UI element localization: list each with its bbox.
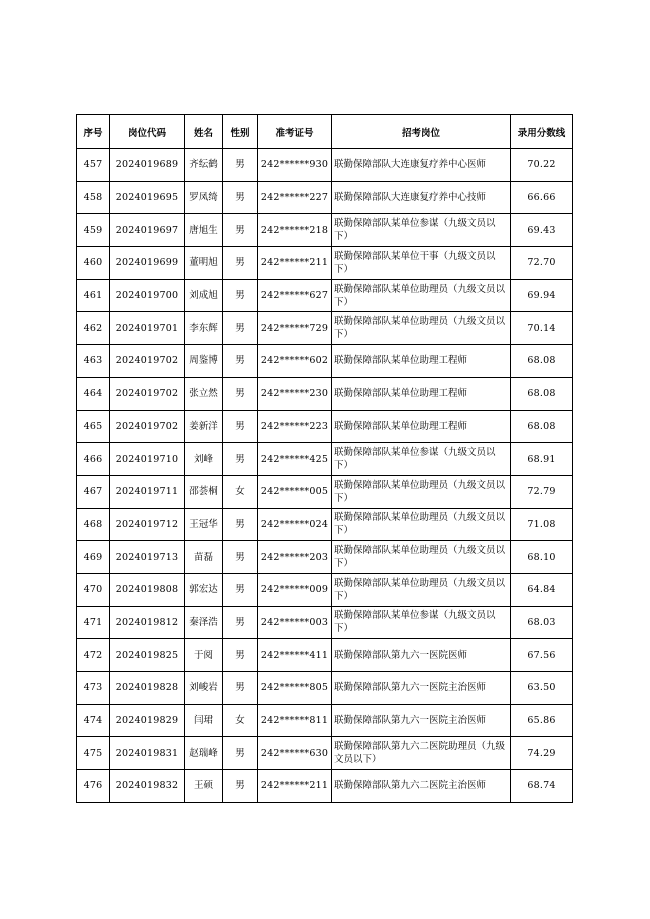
table-row <box>77 345 573 378</box>
cell-post-code: 2024019831 <box>110 737 185 770</box>
cell-exam-id: 242******627 <box>258 279 332 312</box>
cell-name: 罗凤绮 <box>185 181 223 214</box>
header-seq: 序号 <box>77 115 110 149</box>
cell-name: 闫珺 <box>185 704 223 737</box>
cell-position: 联勤保障部队第九六二医院助理员（九级文员以下） <box>332 737 511 770</box>
cell-gender: 男 <box>223 345 258 378</box>
cell-post-code: 2024019697 <box>110 214 185 247</box>
cell-exam-id: 242******211 <box>258 247 332 280</box>
cell-post-code: 2024019812 <box>110 606 185 639</box>
cell-score-line: 69.43 <box>511 214 573 247</box>
cell-seq: 467 <box>77 475 110 508</box>
cell-seq: 463 <box>77 345 110 378</box>
cell-score-line: 67.56 <box>511 639 573 672</box>
table-row <box>77 606 573 639</box>
cell-exam-id: 242******024 <box>258 508 332 541</box>
cell-gender: 男 <box>223 508 258 541</box>
cell-name: 王冠华 <box>185 508 223 541</box>
cell-gender: 男 <box>223 770 258 803</box>
cell-score-line: 65.86 <box>511 704 573 737</box>
cell-seq: 468 <box>77 508 110 541</box>
cell-gender: 男 <box>223 672 258 705</box>
cell-exam-id: 242******203 <box>258 541 332 574</box>
cell-post-code: 2024019689 <box>110 149 185 182</box>
cell-score-line: 72.70 <box>511 247 573 280</box>
cell-exam-id: 242******805 <box>258 672 332 705</box>
cell-gender: 男 <box>223 214 258 247</box>
table-row <box>77 704 573 737</box>
cell-score-line: 69.94 <box>511 279 573 312</box>
cell-position: 联勤保障部队第九六一医院主治医师 <box>332 672 511 705</box>
cell-seq: 462 <box>77 312 110 345</box>
table-row <box>77 410 573 443</box>
table-row <box>77 770 573 803</box>
cell-name: 刘峰 <box>185 443 223 476</box>
cell-exam-id: 242******602 <box>258 345 332 378</box>
cell-score-line: 68.10 <box>511 541 573 574</box>
cell-post-code: 2024019711 <box>110 475 185 508</box>
cell-name: 姜新洋 <box>185 410 223 443</box>
cell-seq: 472 <box>77 639 110 672</box>
cell-seq: 469 <box>77 541 110 574</box>
cell-position: 联勤保障部队某单位助理员（九级文员以下） <box>332 279 511 312</box>
cell-score-line: 70.22 <box>511 149 573 182</box>
cell-position: 联勤保障部队某单位参谋（九级文员以下） <box>332 443 511 476</box>
cell-gender: 男 <box>223 541 258 574</box>
cell-exam-id: 242******425 <box>258 443 332 476</box>
cell-post-code: 2024019712 <box>110 508 185 541</box>
cell-gender: 男 <box>223 247 258 280</box>
cell-name: 于阅 <box>185 639 223 672</box>
cell-position: 联勤保障部队某单位助理员（九级文员以下） <box>332 312 511 345</box>
cell-gender: 女 <box>223 704 258 737</box>
cell-gender: 男 <box>223 639 258 672</box>
cell-position: 联勤保障部队第九六一医院主治医师 <box>332 704 511 737</box>
cell-seq: 466 <box>77 443 110 476</box>
table-row <box>77 508 573 541</box>
table-row <box>77 672 573 705</box>
cell-exam-id: 242******411 <box>258 639 332 672</box>
cell-seq: 465 <box>77 410 110 443</box>
cell-name: 董明旭 <box>185 247 223 280</box>
cell-exam-id: 242******211 <box>258 770 332 803</box>
cell-name: 李东辉 <box>185 312 223 345</box>
cell-exam-id: 242******218 <box>258 214 332 247</box>
cell-position: 联勤保障部队某单位参谋（九级文员以下） <box>332 214 511 247</box>
cell-post-code: 2024019701 <box>110 312 185 345</box>
cell-score-line: 66.66 <box>511 181 573 214</box>
cell-gender: 女 <box>223 475 258 508</box>
cell-position: 联勤保障部队某单位助理工程师 <box>332 410 511 443</box>
cell-seq: 464 <box>77 377 110 410</box>
table-body <box>77 149 573 803</box>
cell-position: 联勤保障部队某单位助理员（九级文员以下） <box>332 541 511 574</box>
admission-score-table <box>76 114 573 803</box>
cell-post-code: 2024019828 <box>110 672 185 705</box>
table-row <box>77 443 573 476</box>
cell-name: 邵荟桐 <box>185 475 223 508</box>
cell-position: 联勤保障部队第九六二医院主治医师 <box>332 770 511 803</box>
cell-score-line: 71.08 <box>511 508 573 541</box>
cell-score-line: 68.03 <box>511 606 573 639</box>
cell-name: 刘成旭 <box>185 279 223 312</box>
cell-score-line: 68.74 <box>511 770 573 803</box>
cell-gender: 男 <box>223 279 258 312</box>
cell-seq: 476 <box>77 770 110 803</box>
cell-seq: 459 <box>77 214 110 247</box>
cell-post-code: 2024019702 <box>110 345 185 378</box>
header-row <box>77 115 573 149</box>
cell-exam-id: 242******729 <box>258 312 332 345</box>
cell-gender: 男 <box>223 606 258 639</box>
cell-name: 齐纭鹤 <box>185 149 223 182</box>
table-row <box>77 541 573 574</box>
cell-score-line: 64.84 <box>511 573 573 606</box>
cell-post-code: 2024019829 <box>110 704 185 737</box>
cell-seq: 474 <box>77 704 110 737</box>
table-row <box>77 573 573 606</box>
cell-exam-id: 242******930 <box>258 149 332 182</box>
cell-position: 联勤保障部队大连康复疗养中心医师 <box>332 149 511 182</box>
cell-seq: 470 <box>77 573 110 606</box>
cell-score-line: 63.50 <box>511 672 573 705</box>
cell-exam-id: 242******227 <box>258 181 332 214</box>
cell-position: 联勤保障部队某单位参谋（九级文员以下） <box>332 606 511 639</box>
header-gender: 性别 <box>223 115 258 149</box>
cell-seq: 471 <box>77 606 110 639</box>
cell-name: 唐旭生 <box>185 214 223 247</box>
cell-post-code: 2024019713 <box>110 541 185 574</box>
cell-name: 赵瑞峰 <box>185 737 223 770</box>
cell-name: 苗磊 <box>185 541 223 574</box>
cell-exam-id: 242******005 <box>258 475 332 508</box>
table-row <box>77 737 573 770</box>
cell-post-code: 2024019700 <box>110 279 185 312</box>
header-score-line: 录用分数线 <box>511 115 573 149</box>
cell-seq: 475 <box>77 737 110 770</box>
table-row <box>77 639 573 672</box>
cell-score-line: 68.08 <box>511 377 573 410</box>
cell-score-line: 68.08 <box>511 345 573 378</box>
cell-exam-id: 242******223 <box>258 410 332 443</box>
cell-gender: 男 <box>223 181 258 214</box>
cell-name: 刘峻岩 <box>185 672 223 705</box>
cell-position: 联勤保障部队第九六一医院医师 <box>332 639 511 672</box>
cell-seq: 457 <box>77 149 110 182</box>
cell-post-code: 2024019695 <box>110 181 185 214</box>
cell-gender: 男 <box>223 410 258 443</box>
cell-post-code: 2024019702 <box>110 377 185 410</box>
cell-gender: 男 <box>223 443 258 476</box>
table-row <box>77 279 573 312</box>
cell-position: 联勤保障部队某单位助理员（九级文员以下） <box>332 573 511 606</box>
table-row <box>77 149 573 182</box>
table-row <box>77 181 573 214</box>
header-position: 招考岗位 <box>332 115 511 149</box>
table-row <box>77 312 573 345</box>
cell-name: 王硕 <box>185 770 223 803</box>
header-exam-id: 准考证号 <box>258 115 332 149</box>
cell-seq: 461 <box>77 279 110 312</box>
cell-position: 联勤保障部队某单位助理员（九级文员以下） <box>332 508 511 541</box>
cell-post-code: 2024019808 <box>110 573 185 606</box>
table-row <box>77 214 573 247</box>
cell-exam-id: 242******230 <box>258 377 332 410</box>
cell-exam-id: 242******003 <box>258 606 332 639</box>
cell-name: 张立然 <box>185 377 223 410</box>
table-row <box>77 475 573 508</box>
cell-gender: 男 <box>223 573 258 606</box>
cell-position: 联勤保障部队大连康复疗养中心技师 <box>332 181 511 214</box>
header-post-code: 岗位代码 <box>110 115 185 149</box>
cell-score-line: 68.91 <box>511 443 573 476</box>
cell-gender: 男 <box>223 149 258 182</box>
cell-position: 联勤保障部队某单位助理工程师 <box>332 345 511 378</box>
cell-name: 周鉴博 <box>185 345 223 378</box>
cell-score-line: 74.29 <box>511 737 573 770</box>
cell-exam-id: 242******630 <box>258 737 332 770</box>
cell-position: 联勤保障部队某单位助理工程师 <box>332 377 511 410</box>
cell-seq: 473 <box>77 672 110 705</box>
table-row <box>77 377 573 410</box>
cell-score-line: 72.79 <box>511 475 573 508</box>
cell-score-line: 70.14 <box>511 312 573 345</box>
cell-position: 联勤保障部队某单位助理员（九级文员以下） <box>332 475 511 508</box>
cell-gender: 男 <box>223 377 258 410</box>
cell-name: 秦泽浩 <box>185 606 223 639</box>
cell-position: 联勤保障部队某单位干事（九级文员以下） <box>332 247 511 280</box>
cell-exam-id: 242******811 <box>258 704 332 737</box>
cell-gender: 男 <box>223 312 258 345</box>
table-row <box>77 247 573 280</box>
header-name: 姓名 <box>185 115 223 149</box>
cell-post-code: 2024019699 <box>110 247 185 280</box>
cell-exam-id: 242******009 <box>258 573 332 606</box>
cell-score-line: 68.08 <box>511 410 573 443</box>
cell-post-code: 2024019710 <box>110 443 185 476</box>
cell-seq: 460 <box>77 247 110 280</box>
cell-post-code: 2024019832 <box>110 770 185 803</box>
cell-post-code: 2024019825 <box>110 639 185 672</box>
table-header <box>77 115 573 149</box>
cell-post-code: 2024019702 <box>110 410 185 443</box>
cell-name: 郭宏达 <box>185 573 223 606</box>
cell-gender: 男 <box>223 737 258 770</box>
cell-seq: 458 <box>77 181 110 214</box>
